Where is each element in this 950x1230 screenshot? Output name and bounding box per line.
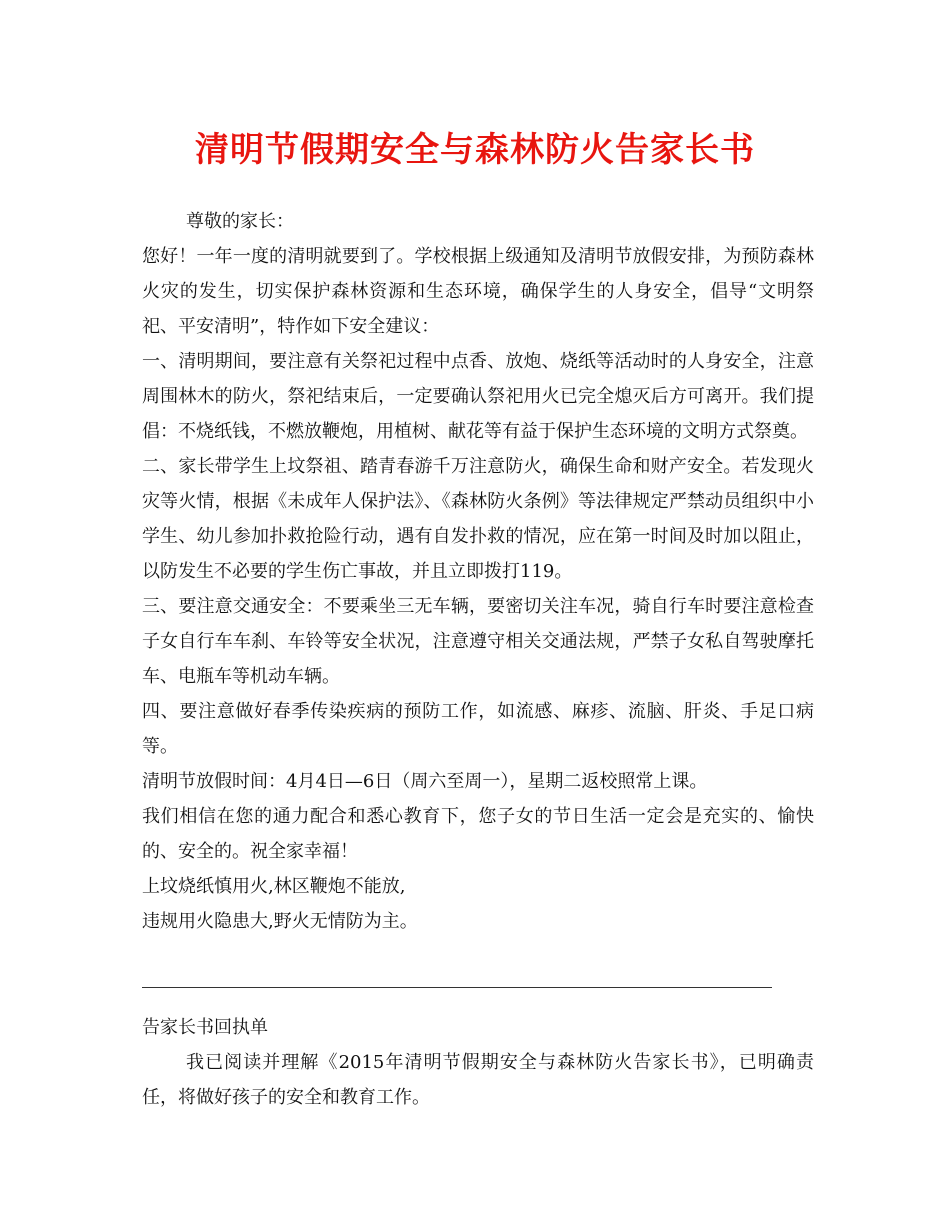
document-title: 清明节假期安全与森林防火告家长书 xyxy=(195,130,755,170)
paragraph-closing: 我们相信在您的通力配合和悉心教育下，您子女的节日生活一定会是充实的、愉快的、安全的。祝全家幸福！ xyxy=(142,806,814,862)
paragraph-advice-4: 四、要注意做好春季传染疾病的预防工作，如流感、麻疹、流脑、肝炎、手足口病等。 xyxy=(142,701,814,757)
salutation: 尊敬的家长： xyxy=(186,211,294,232)
paragraph-advice-2: 二、家长带学生上坟祭祖、踏青春游千万注意防火，确保生命和财产安全。若发现火灾等火情，根据《未成年人保护法》、《森林防火条例》等法律规定严禁动员组织中小学生、幼儿参加扑救抢险行动，遇有自发扑救的情况，应在第一时间及时加以阻止，以防发生不必要的学生伤亡事故，并且立即拨打119。 xyxy=(142,456,814,582)
verse-line-2: 违规用火隐患大,野火无情防为主。 xyxy=(142,911,418,932)
verse-line-1: 上坟烧纸慎用火,林区鞭炮不能放, xyxy=(142,876,406,897)
paragraph-advice-3: 三、要注意交通安全：不要乘坐三无车辆，要密切关注车况，骑自行车时要注意检查子女自行车车刹、车铃等安全状况，注意遵守相关交通法规，严禁子女私自驾驶摩托车、电瓶车等机动车辆。 xyxy=(142,596,814,687)
letter-body xyxy=(142,204,814,939)
receipt-text: 我已阅读并理解《2015年清明节假期安全与森林防火告家长书》，已明确责任，将做好孩子的安全和教育工作。 xyxy=(142,1052,814,1108)
separator-line xyxy=(142,987,772,988)
receipt-heading: 告家长书回执单 xyxy=(142,1017,268,1038)
paragraph-greeting: 您好！一年一度的清明就要到了。学校根据上级通知及清明节放假安排，为预防森林火灾的发生，切实保护森林资源和生态环境，确保学生的人身安全，倡导“文明祭祀、平安清明”，特作如下安全建议： xyxy=(142,246,814,337)
paragraph-advice-1: 一、清明期间，要注意有关祭祀过程中点香、放炮、烧纸等活动时的人身安全，注意周围林木的防火，祭祀结束后，一定要确认祭祀用火已完全熄灭后方可离开。我们提倡：不烧纸钱，不燃放鞭炮，用植树、献花等有益于保护生态环境的文明方式祭奠。 xyxy=(142,351,814,442)
receipt-section xyxy=(142,1010,814,1115)
paragraph-holiday-time: 清明节放假时间：4月4日—6日（周六至周一），星期二返校照常上课。 xyxy=(142,771,708,792)
